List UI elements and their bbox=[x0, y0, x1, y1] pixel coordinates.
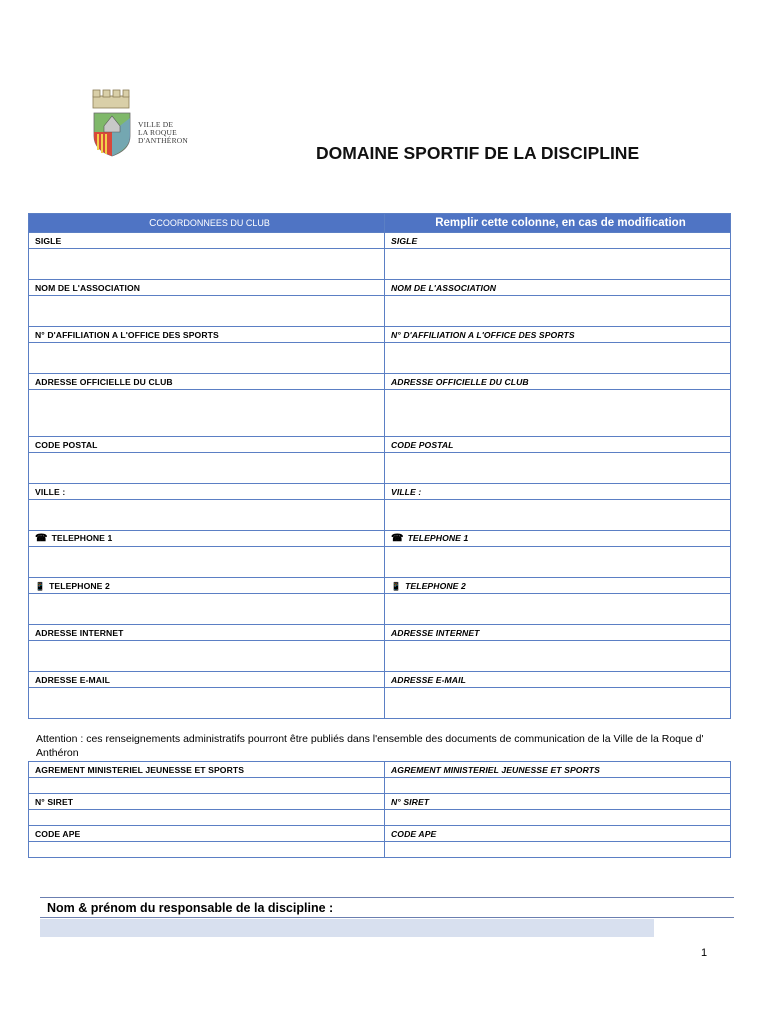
page-number: 1 bbox=[701, 947, 708, 959]
label-row-telephone-1 bbox=[29, 531, 731, 547]
label-agrement-modif: AGREMENT MINISTERIEL JEUNESSE ET SPORTS bbox=[385, 762, 731, 778]
input-row-ape bbox=[29, 842, 731, 858]
label-row-internet bbox=[29, 625, 731, 641]
label-adresse-club: ADRESSE OFFICIELLE DU CLUB bbox=[29, 374, 385, 390]
administrative-table bbox=[28, 761, 731, 858]
club-coordinates-table bbox=[28, 213, 731, 719]
input-row-telephone-1 bbox=[29, 547, 731, 578]
mobile-phone-icon: 📱 bbox=[35, 581, 46, 591]
label-adresse-internet-modif: ADRESSE INTERNET bbox=[385, 625, 731, 641]
label-ville-modif: VILLE : bbox=[385, 484, 731, 500]
ville-modif-field[interactable] bbox=[385, 500, 731, 531]
adresse-club-field[interactable] bbox=[29, 390, 385, 437]
label-row-ville bbox=[29, 484, 731, 500]
attention-notice: Attention : ces renseignements administratifs pourront être publiés dans l'ensemble des documents de communication de la Ville de la Roque d' Anthéron bbox=[36, 733, 704, 759]
coat-of-arms-icon bbox=[90, 88, 134, 158]
affiliation-modif-field[interactable] bbox=[385, 343, 731, 374]
input-row-telephone-2 bbox=[29, 594, 731, 625]
label-siret-modif: N° SIRET bbox=[385, 794, 731, 810]
input-row-siret bbox=[29, 810, 731, 826]
input-row-code-postal bbox=[29, 453, 731, 484]
table-header-row bbox=[29, 214, 731, 233]
label-telephone-2-modif: TELEPHONE 2 bbox=[405, 580, 466, 591]
sigle-field[interactable] bbox=[29, 249, 385, 280]
label-row-code-postal bbox=[29, 437, 731, 453]
label-adresse-internet: ADRESSE INTERNET bbox=[29, 625, 385, 641]
label-telephone-2-cell bbox=[29, 578, 385, 594]
label-adresse-email: ADRESSE E-MAIL bbox=[29, 672, 385, 688]
nom-association-modif-field[interactable] bbox=[385, 296, 731, 327]
adresse-internet-field[interactable] bbox=[29, 641, 385, 672]
ville-field[interactable] bbox=[29, 500, 385, 531]
logo-line: VILLE DE bbox=[138, 120, 174, 129]
input-row-internet bbox=[29, 641, 731, 672]
input-row-agrement bbox=[29, 778, 731, 794]
mobile-phone-icon: 📱 bbox=[391, 581, 402, 591]
logo-line: LA ROQUE bbox=[138, 128, 177, 137]
label-nom-association-modif: NOM DE L'ASSOCIATION bbox=[385, 280, 731, 296]
page-title: DOMAINE SPORTIF DE LA DISCIPLINE bbox=[316, 143, 640, 163]
code-postal-field[interactable] bbox=[29, 453, 385, 484]
agrement-modif-field[interactable] bbox=[385, 778, 731, 794]
telephone-2-modif-field[interactable] bbox=[385, 594, 731, 625]
label-adresse-club-modif: ADRESSE OFFICIELLE DU CLUB bbox=[385, 374, 731, 390]
input-row-affiliation bbox=[29, 343, 731, 374]
responsable-name-field[interactable] bbox=[40, 919, 654, 937]
divider-line bbox=[40, 897, 734, 898]
label-row-telephone-2 bbox=[29, 578, 731, 594]
label-code-ape-modif: CODE APE bbox=[385, 826, 731, 842]
telephone-icon: ☎ bbox=[35, 533, 48, 544]
siret-field[interactable] bbox=[29, 810, 385, 826]
telephone-1-field[interactable] bbox=[29, 547, 385, 578]
label-row-siret bbox=[29, 794, 731, 810]
agrement-field[interactable] bbox=[29, 778, 385, 794]
label-row-nom bbox=[29, 280, 731, 296]
input-row-email bbox=[29, 688, 731, 719]
header-left-label: COORDONNEES DU CLUB bbox=[156, 217, 270, 228]
header-coordonnees: CCOORDONNEES DU CLUB bbox=[29, 214, 385, 233]
logo-text bbox=[138, 121, 188, 145]
telephone-2-field[interactable] bbox=[29, 594, 385, 625]
label-affiliation: N° D'AFFILIATION A L'OFFICE DES SPORTS bbox=[29, 327, 385, 343]
telephone-icon: ☎ bbox=[391, 533, 404, 544]
logo-line: D'ANTHÉRON bbox=[138, 136, 189, 145]
label-row-sigle bbox=[29, 233, 731, 249]
label-row-adresse bbox=[29, 374, 731, 390]
label-adresse-email-modif: ADRESSE E-MAIL bbox=[385, 672, 731, 688]
label-code-postal: CODE POSTAL bbox=[29, 437, 385, 453]
affiliation-field[interactable] bbox=[29, 343, 385, 374]
header-modification: Remplir cette colonne, en cas de modification bbox=[385, 214, 731, 233]
label-row-affiliation bbox=[29, 327, 731, 343]
label-code-postal-modif: CODE POSTAL bbox=[385, 437, 731, 453]
label-sigle-modif: SIGLE bbox=[385, 233, 731, 249]
label-row-ape bbox=[29, 826, 731, 842]
input-row-adresse bbox=[29, 390, 731, 437]
code-postal-modif-field[interactable] bbox=[385, 453, 731, 484]
sigle-modif-field[interactable] bbox=[385, 249, 731, 280]
label-telephone-1-modif-cell bbox=[385, 531, 731, 547]
label-row-email bbox=[29, 672, 731, 688]
adresse-internet-modif-field[interactable] bbox=[385, 641, 731, 672]
label-row-agrement bbox=[29, 762, 731, 778]
label-telephone-2: TELEPHONE 2 bbox=[49, 580, 110, 591]
input-row-ville bbox=[29, 500, 731, 531]
label-telephone-1-cell bbox=[29, 531, 385, 547]
city-logo bbox=[90, 88, 200, 158]
adresse-club-modif-field[interactable] bbox=[385, 390, 731, 437]
label-agrement: AGREMENT MINISTERIEL JEUNESSE ET SPORTS bbox=[29, 762, 385, 778]
label-telephone-1-modif: TELEPHONE 1 bbox=[407, 533, 469, 543]
input-row-sigle bbox=[29, 249, 731, 280]
adresse-email-field[interactable] bbox=[29, 688, 385, 719]
telephone-1-modif-field[interactable] bbox=[385, 547, 731, 578]
label-code-ape: CODE APE bbox=[29, 826, 385, 842]
label-telephone-1: TELEPHONE 1 bbox=[51, 533, 113, 543]
siret-modif-field[interactable] bbox=[385, 810, 731, 826]
label-siret: N° SIRET bbox=[29, 794, 385, 810]
code-ape-field[interactable] bbox=[29, 842, 385, 858]
label-ville: VILLE : bbox=[29, 484, 385, 500]
nom-association-field[interactable] bbox=[29, 296, 385, 327]
label-telephone-2-modif-cell bbox=[385, 578, 731, 594]
adresse-email-modif-field[interactable] bbox=[385, 688, 731, 719]
responsable-label: Nom & prénom du responsable de la discipline : bbox=[47, 901, 334, 915]
label-nom-association: NOM DE L'ASSOCIATION bbox=[29, 280, 385, 296]
code-ape-modif-field[interactable] bbox=[385, 842, 731, 858]
input-row-nom bbox=[29, 296, 731, 327]
divider-line bbox=[40, 917, 734, 918]
label-sigle: SIGLE bbox=[29, 233, 385, 249]
label-affiliation-modif: N° D'AFFILIATION A L'OFFICE DES SPORTS bbox=[385, 327, 731, 343]
